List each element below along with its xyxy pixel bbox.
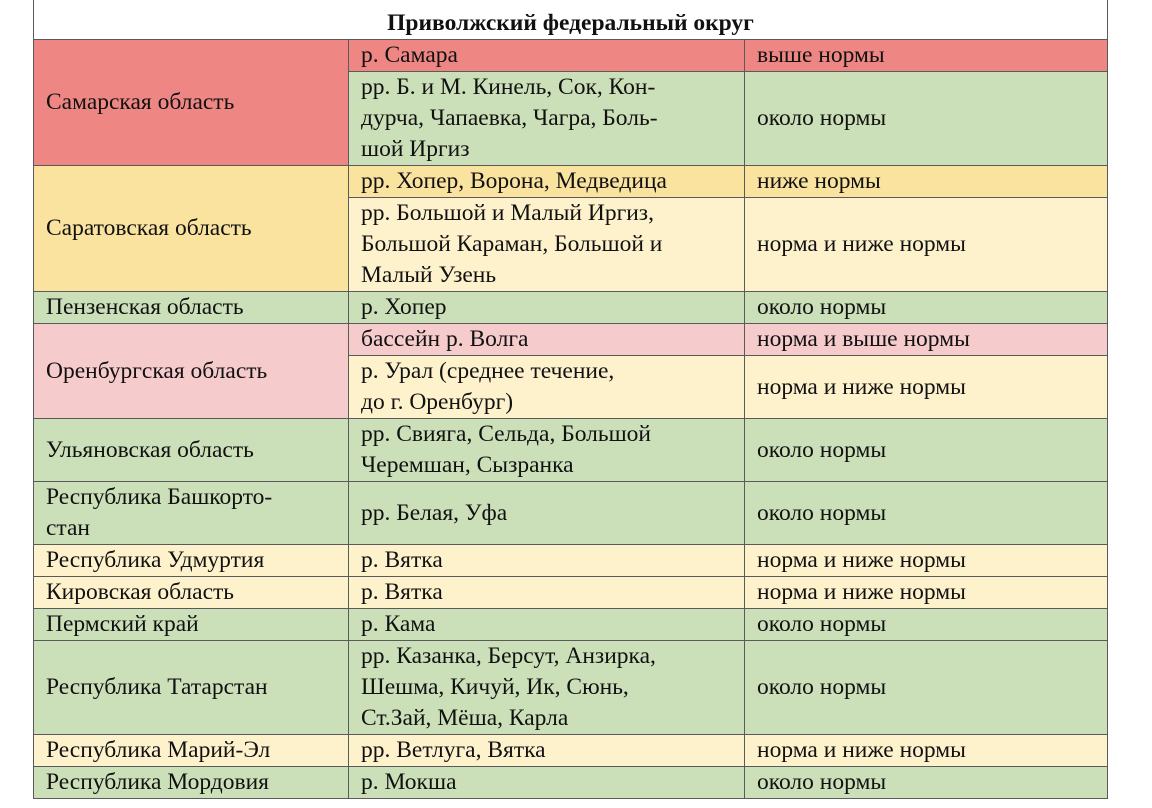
text-line: Самарская область — [46, 89, 235, 115]
text-line: стан — [46, 515, 90, 541]
rivers-cell — [349, 356, 745, 419]
text-line: р. Урал (среднее течение, — [361, 358, 615, 384]
text-line: рр. Свияга, Сельда, Большой — [361, 421, 651, 447]
text-line: Кировская область — [46, 579, 235, 605]
text-line: р. Вятка — [361, 547, 443, 573]
status-cell: около нормы — [745, 767, 1108, 799]
table-row — [34, 40, 1108, 72]
text-line: Саратовская область — [46, 215, 252, 241]
table-row — [34, 292, 1108, 324]
text-line: Ульяновская область — [46, 436, 254, 463]
status-cell: норма и ниже нормы — [745, 735, 1108, 767]
region-cell — [34, 767, 349, 799]
table-row — [34, 767, 1108, 799]
text-line: рр. Ветлуга, Вятка — [361, 737, 546, 763]
text-line: Оренбургская область — [46, 357, 268, 384]
table-row — [34, 324, 1108, 356]
status-cell: норма и ниже нормы — [745, 545, 1108, 577]
region-cell — [34, 482, 349, 545]
table-row — [34, 641, 1108, 735]
rivers-cell — [349, 641, 745, 735]
text-line: р. Самара — [361, 42, 458, 68]
text-line: Малый Узень — [361, 262, 497, 288]
text-line: рр. Большой и Малый Иргиз, — [361, 200, 654, 226]
status-cell: норма и ниже нормы — [745, 577, 1108, 609]
rivers-cell — [349, 72, 745, 166]
table-row — [34, 609, 1108, 641]
table-row — [34, 419, 1108, 482]
region-cell — [34, 545, 349, 577]
rivers-cell — [349, 166, 745, 198]
text-line: Большой Караман, Большой и — [361, 231, 663, 257]
region-cell — [34, 609, 349, 641]
text-line: шой Иргиз — [361, 136, 470, 162]
rivers-cell — [349, 609, 745, 641]
status-cell: ниже нормы — [745, 166, 1108, 198]
status-cell: норма и ниже нормы — [745, 198, 1108, 292]
text-line: Черемшан, Сызранка — [361, 452, 574, 478]
table-title: Приволжский федеральный округ — [34, 0, 1108, 40]
status-cell: норма и выше нормы — [745, 324, 1108, 356]
table-row — [34, 166, 1108, 198]
rivers-cell — [349, 198, 745, 292]
region-cell — [34, 324, 349, 419]
rivers-cell — [349, 324, 745, 356]
rivers-cell — [349, 292, 745, 324]
status-cell: норма и ниже нормы — [745, 356, 1108, 419]
table-row — [34, 545, 1108, 577]
table-row — [34, 735, 1108, 767]
text-line: р. Вятка — [361, 579, 443, 605]
table-row — [34, 482, 1108, 545]
region-cell — [34, 166, 349, 292]
rivers-cell — [349, 40, 745, 72]
text-line: р. Мокша — [361, 769, 457, 795]
text-line: Республика Татарстан — [46, 674, 268, 700]
text-line: Пермский край — [46, 611, 199, 637]
table-row — [34, 577, 1108, 609]
text-line: Республика Башкорто- — [46, 484, 273, 510]
status-cell: около нормы — [745, 292, 1108, 324]
text-line: Ст.Зай, Мёша, Карла — [361, 705, 569, 731]
text-line: Пензенская область — [46, 294, 244, 320]
text-line: р. Кама — [361, 611, 436, 637]
rivers-cell — [349, 419, 745, 482]
rivers-cell — [349, 767, 745, 799]
text-line: бассейн р. Волга — [361, 326, 529, 352]
rivers-cell — [349, 545, 745, 577]
text-line: Республика Мордовия — [46, 769, 269, 795]
status-cell: выше нормы — [745, 40, 1108, 72]
rivers-cell — [349, 577, 745, 609]
table-title-row — [34, 0, 1108, 40]
status-cell: около нормы — [745, 419, 1108, 482]
region-cell — [34, 577, 349, 609]
text-line: рр. Казанка, Берсут, Анзирка, — [361, 643, 656, 669]
text-line: дурча, Чапаевка, Чагра, Боль- — [361, 105, 658, 131]
status-cell: около нормы — [745, 482, 1108, 545]
text-line: рр. Белая, Уфа — [361, 499, 508, 526]
rivers-cell — [349, 735, 745, 767]
forecast-table — [33, 0, 1108, 799]
status-cell: около нормы — [745, 609, 1108, 641]
text-line: Республика Удмуртия — [46, 547, 265, 573]
region-cell — [34, 735, 349, 767]
table-body — [34, 40, 1108, 799]
text-line: Шешма, Кичуй, Ик, Сюнь, — [361, 674, 629, 700]
region-cell — [34, 641, 349, 735]
region-cell — [34, 40, 349, 166]
rivers-cell — [349, 482, 745, 545]
text-line: до г. Оренбург) — [361, 389, 514, 415]
region-cell — [34, 419, 349, 482]
region-cell — [34, 292, 349, 324]
text-line: р. Хопер — [361, 294, 447, 320]
status-cell: около нормы — [745, 641, 1108, 735]
text-line: Республика Марий-Эл — [46, 737, 271, 763]
status-cell: около нормы — [745, 72, 1108, 166]
text-line: рр. Б. и М. Кинель, Сок, Кон- — [361, 74, 656, 100]
text-line: рр. Хопер, Ворона, Медведица — [361, 168, 667, 194]
